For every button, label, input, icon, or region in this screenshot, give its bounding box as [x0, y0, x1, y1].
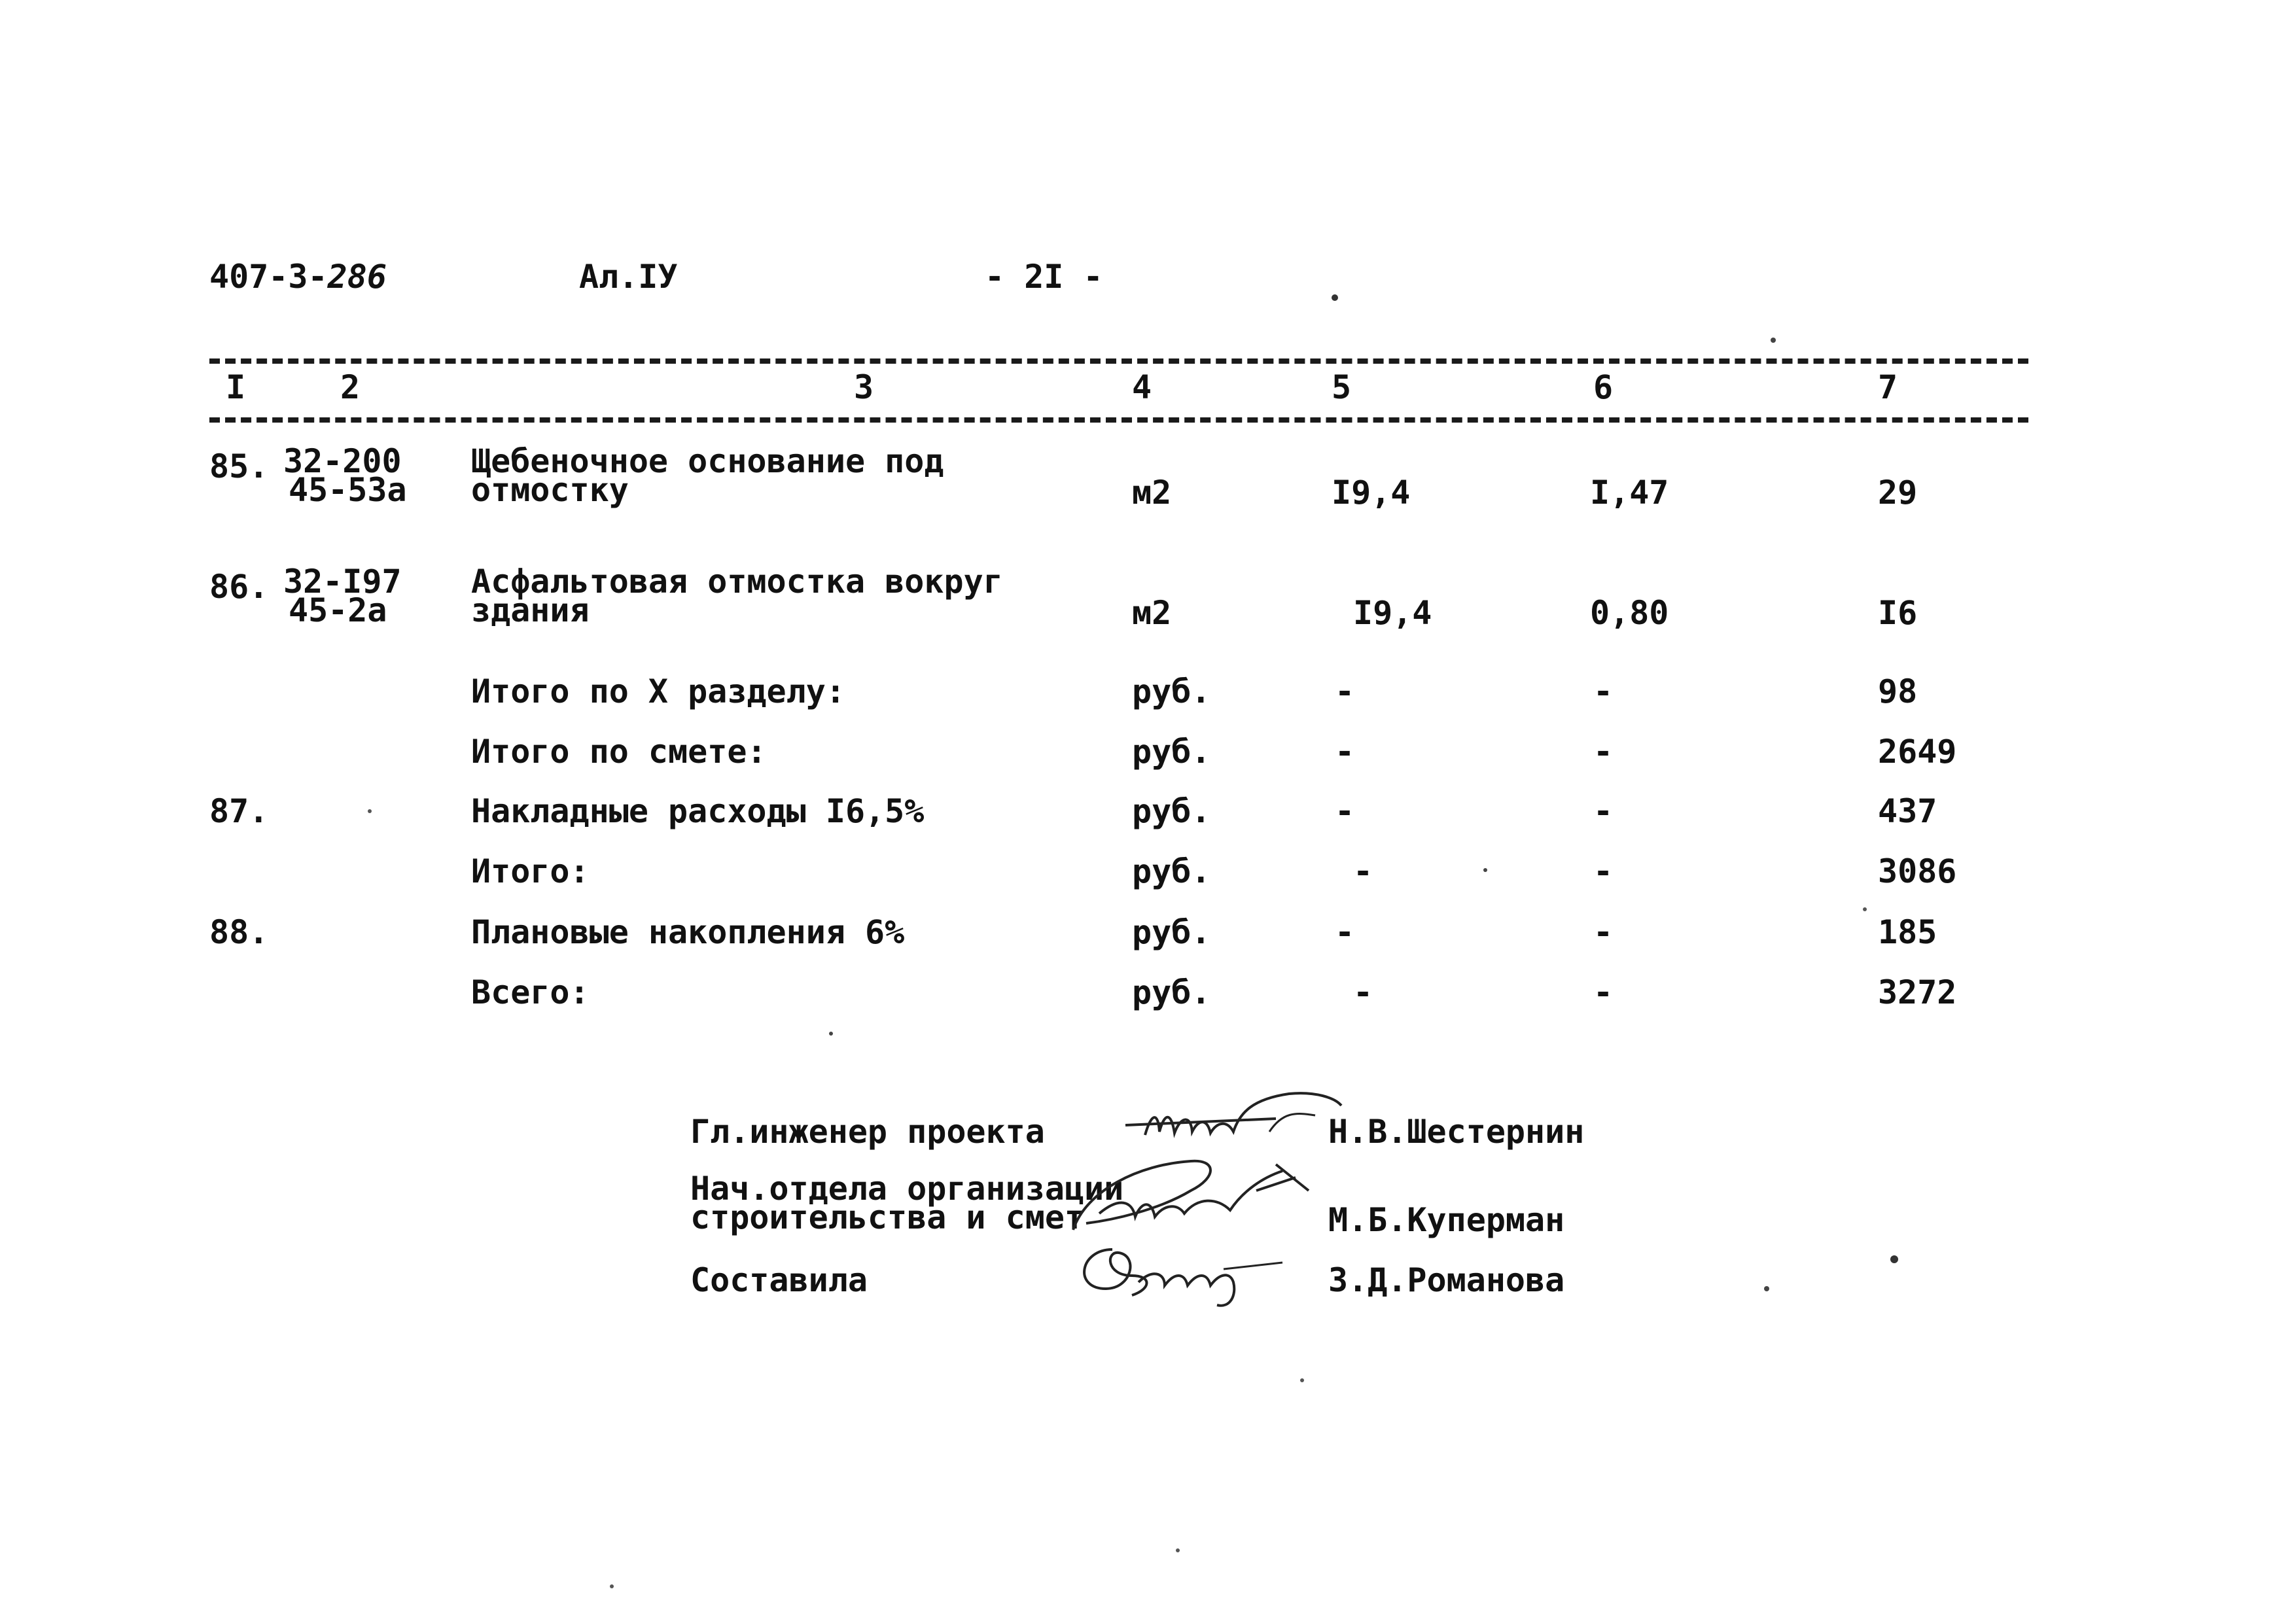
signatory-name: З.Д.Романова	[1328, 1261, 1565, 1299]
row-quantity: I9,4	[1332, 474, 1411, 512]
album-label: Ал.IУ	[579, 258, 678, 296]
code-line: 32-I97	[283, 563, 402, 601]
signatory-role: Гл.инженер проекта	[690, 1113, 1045, 1151]
column-header-5: 5	[1332, 368, 1352, 406]
row-unit: м2	[1132, 594, 1172, 632]
column-header-3: 3	[854, 368, 874, 406]
row-description: Плановые накопления 6%	[471, 913, 905, 951]
row-unit: руб.	[1132, 733, 1211, 771]
row-number: 85.	[209, 447, 269, 485]
row-description: Накладные расходы I6,5%	[471, 792, 925, 830]
document-code-printed: 407-3-	[209, 258, 328, 296]
signatory-name: Н.В.Шестернин	[1328, 1113, 1585, 1151]
column-header-4: 4	[1132, 368, 1152, 406]
row-unit: руб.	[1132, 852, 1211, 890]
row-number: 86.	[209, 568, 269, 606]
column-header-7: 7	[1878, 368, 1898, 406]
description-line: отмостку	[471, 471, 629, 509]
role-line: строительства и смет	[690, 1198, 1085, 1236]
row-price: -	[1593, 973, 1614, 1011]
row-unit: руб.	[1132, 973, 1211, 1011]
row-number: 87.	[209, 792, 269, 830]
column-header-6: 6	[1593, 368, 1614, 406]
row-total: 2649	[1878, 733, 1957, 771]
description-line: Щебеночное основание под	[471, 442, 944, 480]
column-header-2: 2	[340, 368, 361, 406]
row-description: Всего:	[471, 973, 590, 1011]
row-unit: м2	[1132, 474, 1172, 512]
row-price: 0,80	[1590, 594, 1669, 632]
row-number: 88.	[209, 913, 269, 951]
row-quantity: I9,4	[1353, 594, 1432, 632]
column-header-1: I	[226, 368, 246, 406]
row-quantity: -	[1335, 672, 1355, 710]
row-total: 185	[1878, 913, 1937, 951]
row-description: Итого по X разделу:	[471, 672, 845, 710]
role-line: Нач.отдела организации	[690, 1170, 1124, 1208]
description-line: Асфальтовая отмостка вокруг	[471, 563, 1003, 601]
row-total: 3272	[1878, 973, 1957, 1011]
row-quantity: -	[1353, 973, 1373, 1011]
code-line: 45-53а	[289, 471, 407, 509]
row-price: -	[1593, 733, 1614, 771]
row-quantity: -	[1335, 913, 1355, 951]
row-total: 29	[1878, 474, 1918, 512]
document-code-handwritten: 286	[327, 258, 387, 296]
code-line: 45-2а	[289, 591, 387, 629]
row-description: Итого по смете:	[471, 733, 767, 771]
description-line: здания	[471, 591, 590, 629]
row-price: -	[1593, 672, 1614, 710]
row-unit: руб.	[1132, 913, 1211, 951]
row-quantity: -	[1353, 852, 1373, 890]
code-line: 32-200	[283, 442, 402, 480]
row-unit: руб.	[1132, 792, 1211, 830]
row-price: -	[1593, 913, 1614, 951]
row-quantity: -	[1335, 792, 1355, 830]
signatory-role: Составила	[690, 1261, 868, 1299]
row-total: 98	[1878, 672, 1918, 710]
signatory-name: М.Б.Куперман	[1328, 1201, 1565, 1239]
page-number: - 2I -	[985, 258, 1103, 296]
row-total: 3086	[1878, 852, 1957, 890]
row-price: -	[1593, 792, 1614, 830]
row-price: I,47	[1590, 474, 1669, 512]
row-quantity: -	[1335, 733, 1355, 771]
row-unit: руб.	[1132, 672, 1211, 710]
row-description: Итого:	[471, 852, 590, 890]
row-price: -	[1593, 852, 1614, 890]
row-total: I6	[1878, 594, 1918, 632]
row-total: 437	[1878, 792, 1937, 830]
